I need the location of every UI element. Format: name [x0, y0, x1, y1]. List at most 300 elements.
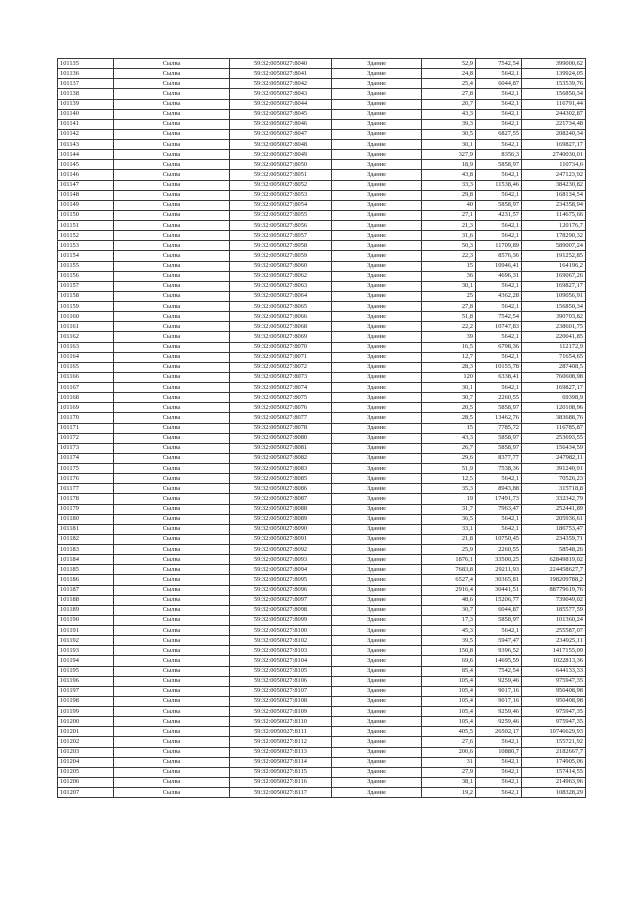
object-type-cell: Здание — [332, 585, 422, 595]
district-cell: Сылва — [114, 747, 230, 757]
cadastral-value-cell: 168134,54 — [522, 190, 586, 200]
district-cell: Сылва — [114, 170, 230, 180]
district-cell: Сылва — [114, 332, 230, 342]
table-row — [58, 433, 586, 443]
area-cell: 52,9 — [422, 59, 476, 69]
table-row — [58, 383, 586, 393]
cadastral-number-cell: 59:32:0050027:8091 — [230, 534, 332, 544]
unit-value-cell: 17491,73 — [476, 494, 522, 504]
district-cell: Сылва — [114, 767, 230, 777]
row-number: 101136 — [58, 69, 114, 79]
cadastral-value-cell: 169827,17 — [522, 281, 586, 291]
area-cell: 15 — [422, 261, 476, 271]
table-row — [58, 626, 586, 636]
area-cell: 25,9 — [422, 545, 476, 555]
area-cell: 29,8 — [422, 190, 476, 200]
district-cell: Сылва — [114, 291, 230, 301]
district-cell: Сылва — [114, 555, 230, 565]
cadastral-value-cell: 390703,82 — [522, 312, 586, 322]
district-cell: Сылва — [114, 727, 230, 737]
object-type-cell: Здание — [332, 717, 422, 727]
cadastral-value-cell: 62849819,02 — [522, 555, 586, 565]
object-type-cell: Здание — [332, 767, 422, 777]
unit-value-cell: 5642,1 — [476, 69, 522, 79]
unit-value-cell: 5642,1 — [476, 514, 522, 524]
table-row — [58, 372, 586, 382]
unit-value-cell: 30365,81 — [476, 575, 522, 585]
cadastral-value-cell: 1022813,36 — [522, 656, 586, 666]
row-number: 101194 — [58, 656, 114, 666]
cadastral-number-cell: 59:32:0050027:8107 — [230, 686, 332, 696]
object-type-cell: Здание — [332, 747, 422, 757]
district-cell: Сылва — [114, 271, 230, 281]
area-cell: 26,7 — [422, 443, 476, 453]
unit-value-cell: 5858,97 — [476, 433, 522, 443]
row-number: 101173 — [58, 443, 114, 453]
unit-value-cell: 6798,36 — [476, 342, 522, 352]
cadastral-number-cell: 59:32:0050027:8045 — [230, 109, 332, 119]
table-row — [58, 160, 586, 170]
table-row — [58, 585, 586, 595]
district-cell: Сылва — [114, 79, 230, 89]
cadastral-value-cell: 116791,44 — [522, 99, 586, 109]
row-number: 101171 — [58, 423, 114, 433]
table-row — [58, 666, 586, 676]
area-cell: 85,4 — [422, 666, 476, 676]
table-row — [58, 140, 586, 150]
district-cell: Сылва — [114, 737, 230, 747]
area-cell: 28,3 — [422, 362, 476, 372]
cadastral-number-cell: 59:32:0050027:8064 — [230, 291, 332, 301]
table-row — [58, 251, 586, 261]
object-type-cell: Здание — [332, 342, 422, 352]
cadastral-number-cell: 59:32:0050027:8075 — [230, 393, 332, 403]
row-number: 101169 — [58, 403, 114, 413]
object-type-cell: Здание — [332, 393, 422, 403]
object-type-cell: Здание — [332, 413, 422, 423]
unit-value-cell: 9017,16 — [476, 696, 522, 706]
table-row — [58, 231, 586, 241]
cadastral-value-cell: 224458627,7 — [522, 565, 586, 575]
unit-value-cell: 33500,25 — [476, 555, 522, 565]
unit-value-cell: 5642,1 — [476, 109, 522, 119]
table-row — [58, 514, 586, 524]
cadastral-value-cell: 234358,94 — [522, 200, 586, 210]
table-row — [58, 261, 586, 271]
cadastral-value-cell: 220041,85 — [522, 332, 586, 342]
object-type-cell: Здание — [332, 129, 422, 139]
cadastral-value-cell: 975947,35 — [522, 676, 586, 686]
table-row — [58, 646, 586, 656]
unit-value-cell: 9396,52 — [476, 646, 522, 656]
cadastral-number-cell: 59:32:0050027:8105 — [230, 666, 332, 676]
area-cell: 31 — [422, 757, 476, 767]
district-cell: Сылва — [114, 717, 230, 727]
row-number: 101186 — [58, 575, 114, 585]
row-number: 101161 — [58, 322, 114, 332]
area-cell: 6527,4 — [422, 575, 476, 585]
row-number: 101141 — [58, 119, 114, 129]
cadastral-value-cell: 101360,24 — [522, 615, 586, 625]
object-type-cell: Здание — [332, 383, 422, 393]
cadastral-number-cell: 59:32:0050027:8052 — [230, 180, 332, 190]
table-row — [58, 312, 586, 322]
cadastral-number-cell: 59:32:0050027:8068 — [230, 322, 332, 332]
table-row — [58, 717, 586, 727]
object-type-cell: Здание — [332, 514, 422, 524]
object-type-cell: Здание — [332, 221, 422, 231]
area-cell: 17,3 — [422, 615, 476, 625]
cadastral-number-cell: 59:32:0050027:8112 — [230, 737, 332, 747]
area-cell: 27,8 — [422, 89, 476, 99]
table-row — [58, 727, 586, 737]
unit-value-cell: 7963,47 — [476, 504, 522, 514]
row-number: 101184 — [58, 555, 114, 565]
area-cell: 50,3 — [422, 241, 476, 251]
district-cell: Сылва — [114, 565, 230, 575]
table-row — [58, 747, 586, 757]
cadastral-value-cell: 234925,11 — [522, 636, 586, 646]
area-cell: 19 — [422, 494, 476, 504]
unit-value-cell: 5642,1 — [476, 383, 522, 393]
unit-value-cell: 5642,1 — [476, 352, 522, 362]
area-cell: 105,4 — [422, 696, 476, 706]
object-type-cell: Здание — [332, 777, 422, 787]
row-number: 101199 — [58, 707, 114, 717]
cadastral-value-cell: 156850,34 — [522, 89, 586, 99]
area-cell: 7683,8 — [422, 565, 476, 575]
cadastral-value-cell: 214963,96 — [522, 777, 586, 787]
cadastral-number-cell: 59:32:0050027:8098 — [230, 605, 332, 615]
row-number: 101155 — [58, 261, 114, 271]
unit-value-cell: 2260,55 — [476, 393, 522, 403]
table-body — [58, 59, 586, 798]
object-type-cell: Здание — [332, 504, 422, 514]
cadastral-number-cell: 59:32:0050027:8070 — [230, 342, 332, 352]
unit-value-cell: 5642,1 — [476, 140, 522, 150]
cadastral-value-cell: 975947,35 — [522, 717, 586, 727]
cadastral-value-cell: 244302,87 — [522, 109, 586, 119]
unit-value-cell: 5642,1 — [476, 332, 522, 342]
area-cell: 105,4 — [422, 707, 476, 717]
object-type-cell: Здание — [332, 291, 422, 301]
district-cell: Сылва — [114, 221, 230, 231]
area-cell: 35,3 — [422, 484, 476, 494]
cadastral-value-table — [57, 58, 586, 798]
cadastral-number-cell: 59:32:0050027:8047 — [230, 129, 332, 139]
table-row — [58, 707, 586, 717]
district-cell: Сылва — [114, 656, 230, 666]
area-cell: 150,8 — [422, 646, 476, 656]
cadastral-number-cell: 59:32:0050027:8096 — [230, 585, 332, 595]
table-row — [58, 322, 586, 332]
row-number: 101191 — [58, 626, 114, 636]
row-number: 101163 — [58, 342, 114, 352]
area-cell: 51,9 — [422, 464, 476, 474]
area-cell: 327,9 — [422, 150, 476, 160]
object-type-cell: Здание — [332, 403, 422, 413]
district-cell: Сылва — [114, 281, 230, 291]
district-cell: Сылва — [114, 150, 230, 160]
unit-value-cell: 6338,41 — [476, 372, 522, 382]
cadastral-number-cell: 59:32:0050027:8043 — [230, 89, 332, 99]
table-row — [58, 737, 586, 747]
table-row — [58, 453, 586, 463]
object-type-cell: Здание — [332, 312, 422, 322]
cadastral-value-cell: 252441,89 — [522, 504, 586, 514]
cadastral-number-cell: 59:32:0050027:8062 — [230, 271, 332, 281]
area-cell: 27,6 — [422, 737, 476, 747]
cadastral-value-cell: 156434,59 — [522, 443, 586, 453]
area-cell: 30,1 — [422, 383, 476, 393]
unit-value-cell: 5858,97 — [476, 443, 522, 453]
table-row — [58, 99, 586, 109]
object-type-cell: Здание — [332, 545, 422, 555]
cadastral-number-cell: 59:32:0050027:8094 — [230, 565, 332, 575]
area-cell: 33,1 — [422, 524, 476, 534]
object-type-cell: Здание — [332, 150, 422, 160]
row-number: 101153 — [58, 241, 114, 251]
district-cell: Сылва — [114, 119, 230, 129]
area-cell: 51,8 — [422, 312, 476, 322]
district-cell: Сылва — [114, 302, 230, 312]
cadastral-number-cell: 59:32:0050027:8093 — [230, 555, 332, 565]
table-row — [58, 119, 586, 129]
object-type-cell: Здание — [332, 251, 422, 261]
row-number: 101162 — [58, 332, 114, 342]
area-cell: 405,5 — [422, 727, 476, 737]
row-number: 101156 — [58, 271, 114, 281]
cadastral-value-cell: 760608,98 — [522, 372, 586, 382]
table-row — [58, 59, 586, 69]
object-type-cell: Здание — [332, 737, 422, 747]
table-row — [58, 332, 586, 342]
district-cell: Сылва — [114, 69, 230, 79]
cadastral-number-cell: 59:32:0050027:8103 — [230, 646, 332, 656]
cadastral-value-cell: 950408,98 — [522, 696, 586, 706]
object-type-cell: Здание — [332, 119, 422, 129]
area-cell: 22,2 — [422, 322, 476, 332]
district-cell: Сылва — [114, 443, 230, 453]
district-cell: Сылва — [114, 696, 230, 706]
row-number: 101138 — [58, 89, 114, 99]
row-number: 101181 — [58, 524, 114, 534]
row-number: 101165 — [58, 362, 114, 372]
unit-value-cell: 6044,87 — [476, 79, 522, 89]
row-number: 101147 — [58, 180, 114, 190]
unit-value-cell: 15206,77 — [476, 595, 522, 605]
cadastral-number-cell: 59:32:0050027:8116 — [230, 777, 332, 787]
unit-value-cell: 5642,1 — [476, 231, 522, 241]
table-row — [58, 555, 586, 565]
object-type-cell: Здание — [332, 656, 422, 666]
table-row — [58, 575, 586, 585]
area-cell: 31,7 — [422, 504, 476, 514]
object-type-cell: Здание — [332, 565, 422, 575]
area-cell: 31,6 — [422, 231, 476, 241]
unit-value-cell: 4696,31 — [476, 271, 522, 281]
cadastral-value-cell: 164196,2 — [522, 261, 586, 271]
cadastral-value-cell: 384230,82 — [522, 180, 586, 190]
district-cell: Сылва — [114, 200, 230, 210]
area-cell: 20,7 — [422, 99, 476, 109]
area-cell: 105,4 — [422, 717, 476, 727]
row-number: 101142 — [58, 129, 114, 139]
table-row — [58, 615, 586, 625]
district-cell: Сылва — [114, 686, 230, 696]
cadastral-value-cell: 71654,65 — [522, 352, 586, 362]
cadastral-value-cell: 2740030,01 — [522, 150, 586, 160]
district-cell: Сылва — [114, 524, 230, 534]
unit-value-cell: 26502,17 — [476, 727, 522, 737]
area-cell: 39 — [422, 332, 476, 342]
cadastral-number-cell: 59:32:0050027:8050 — [230, 160, 332, 170]
row-number: 101157 — [58, 281, 114, 291]
cadastral-value-cell: 208240,34 — [522, 129, 586, 139]
cadastral-value-cell: 58548,26 — [522, 545, 586, 555]
unit-value-cell: 8356,3 — [476, 150, 522, 160]
table-row — [58, 109, 586, 119]
cadastral-number-cell: 59:32:0050027:8081 — [230, 443, 332, 453]
object-type-cell: Здание — [332, 433, 422, 443]
area-cell: 12,7 — [422, 352, 476, 362]
district-cell: Сылва — [114, 383, 230, 393]
table-row — [58, 221, 586, 231]
row-number: 101149 — [58, 200, 114, 210]
cadastral-value-cell: 205936,61 — [522, 514, 586, 524]
unit-value-cell: 8943,88 — [476, 484, 522, 494]
unit-value-cell: 5642,1 — [476, 99, 522, 109]
cadastral-value-cell: 975947,35 — [522, 707, 586, 717]
row-number: 101139 — [58, 99, 114, 109]
object-type-cell: Здание — [332, 170, 422, 180]
area-cell: 27,1 — [422, 210, 476, 220]
cadastral-number-cell: 59:32:0050027:8044 — [230, 99, 332, 109]
table-row — [58, 129, 586, 139]
district-cell: Сылва — [114, 372, 230, 382]
row-number: 101177 — [58, 484, 114, 494]
unit-value-cell: 5642,1 — [476, 221, 522, 231]
row-number: 101196 — [58, 676, 114, 686]
row-number: 101190 — [58, 615, 114, 625]
table-row — [58, 403, 586, 413]
unit-value-cell: 9017,16 — [476, 686, 522, 696]
district-cell: Сылва — [114, 312, 230, 322]
cadastral-value-cell: 69398,9 — [522, 393, 586, 403]
unit-value-cell: 10946,41 — [476, 261, 522, 271]
object-type-cell: Здание — [332, 261, 422, 271]
unit-value-cell: 10155,78 — [476, 362, 522, 372]
unit-value-cell: 7542,54 — [476, 312, 522, 322]
object-type-cell: Здание — [332, 281, 422, 291]
cadastral-number-cell: 59:32:0050027:8076 — [230, 403, 332, 413]
row-number: 101166 — [58, 372, 114, 382]
district-cell: Сылва — [114, 615, 230, 625]
district-cell: Сылва — [114, 534, 230, 544]
cadastral-number-cell: 59:32:0050027:8106 — [230, 676, 332, 686]
cadastral-number-cell: 59:32:0050027:8066 — [230, 312, 332, 322]
cadastral-number-cell: 59:32:0050027:8049 — [230, 150, 332, 160]
table-row — [58, 636, 586, 646]
district-cell: Сылва — [114, 777, 230, 787]
cadastral-number-cell: 59:32:0050027:8080 — [230, 433, 332, 443]
object-type-cell: Здание — [332, 372, 422, 382]
area-cell: 30,1 — [422, 281, 476, 291]
cadastral-value-cell: 391240,91 — [522, 464, 586, 474]
district-cell: Сылва — [114, 484, 230, 494]
table-row — [58, 89, 586, 99]
cadastral-number-cell: 59:32:0050027:8065 — [230, 302, 332, 312]
cadastral-value-cell: 109056,91 — [522, 291, 586, 301]
district-cell: Сылва — [114, 403, 230, 413]
area-cell: 33,3 — [422, 180, 476, 190]
cadastral-value-cell: 70526,23 — [522, 474, 586, 484]
district-cell: Сылва — [114, 504, 230, 514]
district-cell: Сылва — [114, 59, 230, 69]
table-row — [58, 413, 586, 423]
cadastral-number-cell: 59:32:0050027:8117 — [230, 788, 332, 798]
table-row — [58, 200, 586, 210]
area-cell: 105,4 — [422, 686, 476, 696]
cadastral-value-cell: 255587,07 — [522, 626, 586, 636]
object-type-cell: Здание — [332, 666, 422, 676]
object-type-cell: Здание — [332, 524, 422, 534]
cadastral-value-cell: 139924,05 — [522, 69, 586, 79]
cadastral-number-cell: 59:32:0050027:8069 — [230, 332, 332, 342]
district-cell: Сылва — [114, 342, 230, 352]
object-type-cell: Здание — [332, 707, 422, 717]
table-row — [58, 342, 586, 352]
unit-value-cell: 6827,55 — [476, 129, 522, 139]
row-number: 101154 — [58, 251, 114, 261]
cadastral-value-cell: 234359,71 — [522, 534, 586, 544]
district-cell: Сылва — [114, 453, 230, 463]
row-number: 101137 — [58, 79, 114, 89]
area-cell: 12,5 — [422, 474, 476, 484]
cadastral-value-cell: 1417155,09 — [522, 646, 586, 656]
unit-value-cell: 11709,89 — [476, 241, 522, 251]
cadastral-value-cell: 174905,06 — [522, 757, 586, 767]
row-number: 101168 — [58, 393, 114, 403]
unit-value-cell: 9259,46 — [476, 676, 522, 686]
cadastral-number-cell: 59:32:0050027:8072 — [230, 362, 332, 372]
table-row — [58, 281, 586, 291]
object-type-cell: Здание — [332, 534, 422, 544]
cadastral-number-cell: 59:32:0050027:8100 — [230, 626, 332, 636]
unit-value-cell: 5642,1 — [476, 119, 522, 129]
cadastral-number-cell: 59:32:0050027:8041 — [230, 69, 332, 79]
unit-value-cell: 8377,77 — [476, 453, 522, 463]
row-number: 101182 — [58, 534, 114, 544]
unit-value-cell: 5642,1 — [476, 788, 522, 798]
unit-value-cell: 8576,36 — [476, 251, 522, 261]
unit-value-cell: 5642,1 — [476, 302, 522, 312]
unit-value-cell: 5642,1 — [476, 757, 522, 767]
district-cell: Сылва — [114, 585, 230, 595]
area-cell: 30,7 — [422, 393, 476, 403]
row-number: 101135 — [58, 59, 114, 69]
row-number: 101145 — [58, 160, 114, 170]
unit-value-cell: 14695,59 — [476, 656, 522, 666]
row-number: 101175 — [58, 464, 114, 474]
cadastral-value-cell: 238601,75 — [522, 322, 586, 332]
district-cell: Сылва — [114, 464, 230, 474]
row-number: 101176 — [58, 474, 114, 484]
area-cell: 22,3 — [422, 251, 476, 261]
district-cell: Сылва — [114, 707, 230, 717]
cadastral-value-cell: 186753,47 — [522, 524, 586, 534]
unit-value-cell: 30441,51 — [476, 585, 522, 595]
